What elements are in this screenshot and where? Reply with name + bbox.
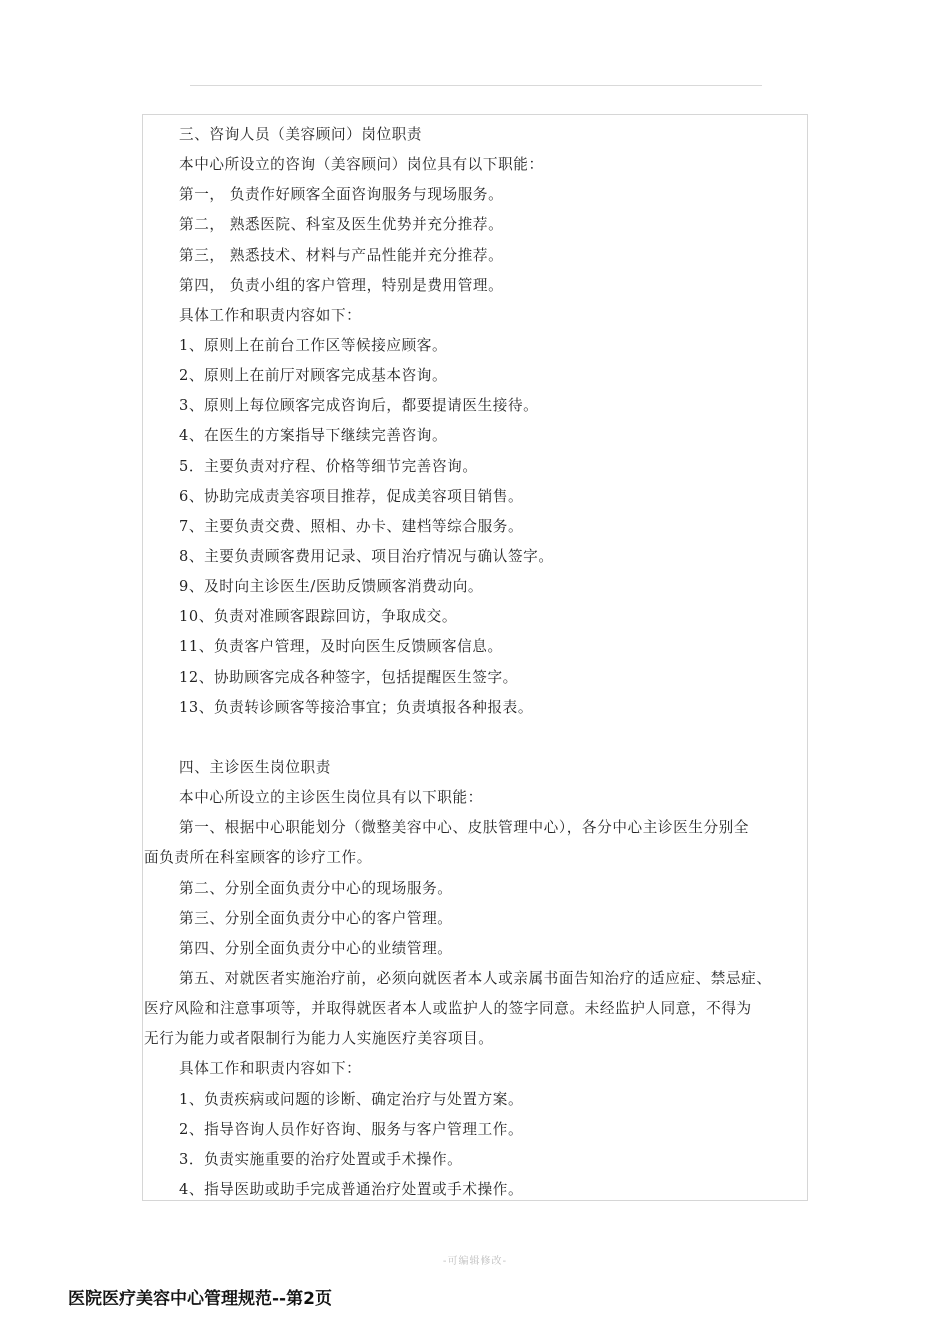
section3-duty: 第三， 熟悉技术、材料与产品性能并充分推荐。 (179, 246, 504, 264)
section4-item: 2、指导咨询人员作好咨询、服务与客户管理工作。 (179, 1120, 524, 1138)
section3-duty: 第二， 熟悉医院、科室及医生优势并充分推荐。 (179, 216, 504, 234)
section3-work-intro: 具体工作和职责内容如下： (179, 306, 362, 324)
section3-item: 10、负责对准顾客跟踪回访，争取成交。 (179, 608, 458, 626)
section3-item: 12、协助顾客完成各种签字，包括提醒医生签字。 (179, 668, 518, 686)
section4-duty4: 第四、分别全面负责分中心的业绩管理。 (179, 939, 453, 957)
section3-duty: 第一， 负责作好顾客全面咨询服务与现场服务。 (179, 186, 504, 204)
section3-intro: 本中心所设立的咨询（美容顾问）岗位具有以下职能： (179, 156, 544, 174)
section4-duty1: 第一、根据中心职能划分（微整美容中心、皮肤管理中心），各分中心主诊医生分别全 (179, 819, 750, 837)
section3-item: 13、负责转诊顾客等接洽事宜；负责填报各种报表。 (179, 698, 534, 716)
header-rule (190, 85, 762, 86)
blank-line (144, 723, 808, 753)
section3-item: 8、主要负责顾客费用记录、项目治疗情况与确认签字。 (179, 547, 554, 565)
section4-item: 1、负责疾病或问题的诊断、确定治疗与处置方案。 (179, 1090, 524, 1108)
document-body (144, 120, 808, 1205)
section3-item: 1、原则上在前台工作区等候接应顾客。 (179, 336, 448, 354)
section4-duty5-continued: 医疗风险和注意事项等，并取得就医者本人或监护人的签字同意。未经监护人同意，不得为 (144, 1000, 752, 1018)
section3-item: 4、在医生的方案指导下继续完善咨询。 (179, 427, 448, 445)
section3-item: 9、及时向主诊医生/医助反馈顾客消费动向。 (179, 578, 484, 596)
section4-duty5: 第五、对就医者实施治疗前，必须向就医者本人或亲属书面告知治疗的适应症、禁忌症、 (179, 969, 772, 987)
section3-item: 6、协助完成责美容项目推荐，促成美容项目销售。 (179, 487, 524, 505)
section4-work-intro: 具体工作和职责内容如下： (179, 1060, 362, 1078)
section4-duty2: 第二、分别全面负责分中心的现场服务。 (179, 879, 453, 897)
section4-item: 4、指导医助或助手完成普通治疗处置或手术操作。 (179, 1180, 524, 1198)
document-page-title: 医院医疗美容中心管理规范--第2页 (68, 1289, 332, 1309)
section3-item: 11、负责客户管理，及时向医生反馈顾客信息。 (179, 638, 503, 656)
section4-intro: 本中心所设立的主诊医生岗位具有以下职能： (179, 789, 483, 807)
section3-item: 3、原则上每位顾客完成咨询后，都要提请医生接待。 (179, 397, 539, 415)
section4-heading: 四、主诊医生岗位职责 (179, 758, 331, 776)
section3-item: 2、原则上在前厅对顾客完成基本咨询。 (179, 367, 448, 385)
section3-item: 7、主要负责交费、照相、办卡、建档等综合服务。 (179, 517, 524, 535)
section3-item: 5．主要负责对疗程、价格等细节完善咨询。 (179, 457, 478, 475)
section4-duty3: 第三、分别全面负责分中心的客户管理。 (179, 909, 453, 927)
editable-note: -可编辑修改- (442, 1256, 508, 1267)
section4-duty5-continued: 无行为能力或者限制行为能力人实施医疗美容项目。 (144, 1030, 494, 1048)
section3-duty: 第四， 负责小组的客户管理，特别是费用管理。 (179, 276, 504, 294)
section4-duty1-continued: 面负责所在科室顾客的诊疗工作。 (144, 849, 372, 867)
section3-heading: 三、咨询人员（美容顾问）岗位职责 (179, 126, 423, 143)
section4-item: 3．负责实施重要的治疗处置或手术操作。 (179, 1150, 463, 1168)
